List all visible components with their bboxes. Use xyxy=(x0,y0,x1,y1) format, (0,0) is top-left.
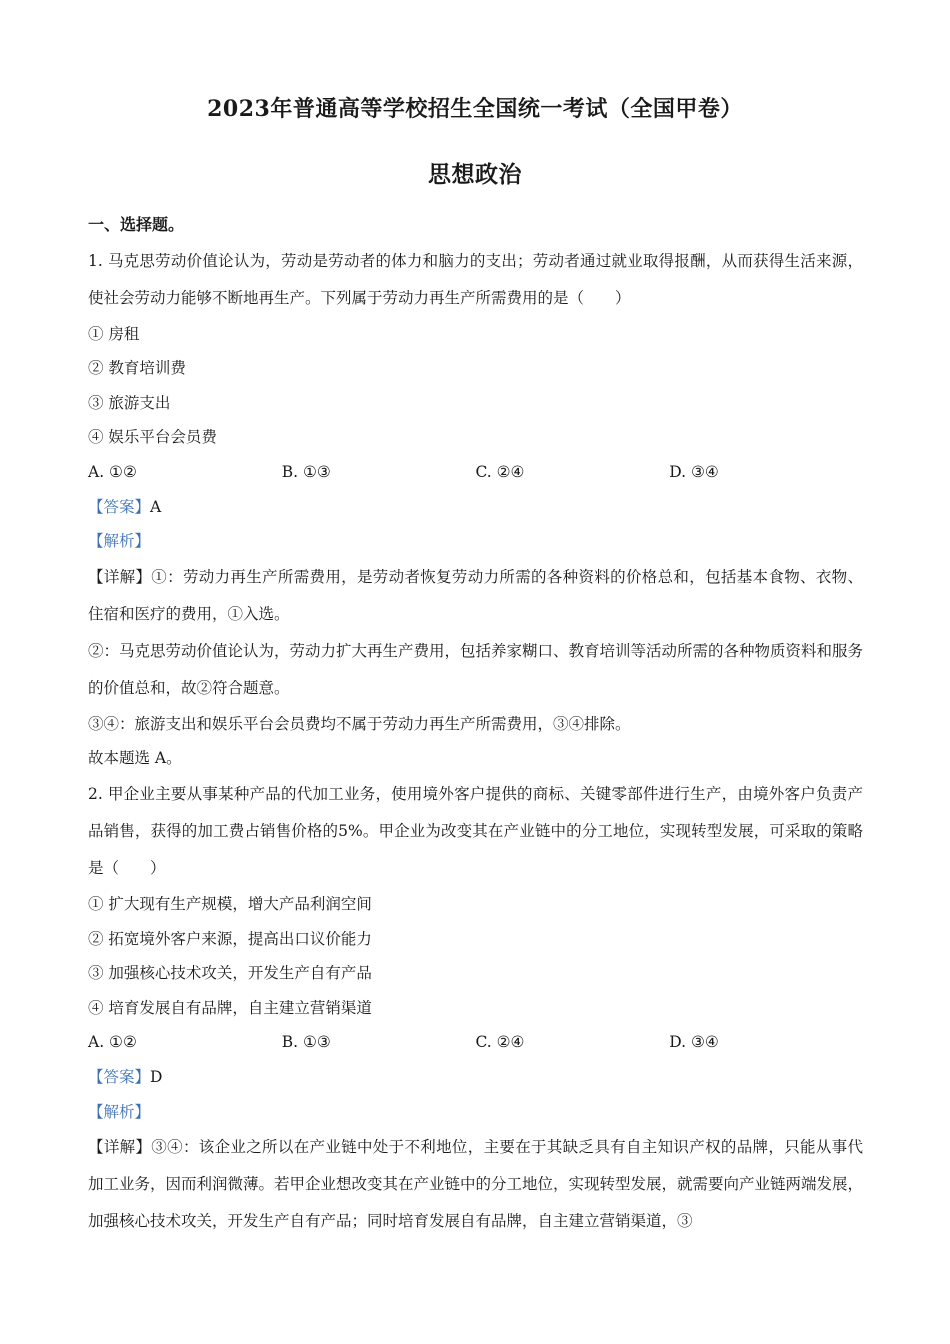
exam-title: 2023年普通高等学校招生全国统一考试（全国甲卷） xyxy=(207,96,743,122)
q1-answer xyxy=(88,490,863,525)
q2-options xyxy=(88,1025,863,1060)
q2-answer-value: D xyxy=(150,1067,163,1086)
q2-detail-tag: 【详解】 xyxy=(88,1138,152,1157)
q1-detail-2: ②：马克思劳动价值论认为，劳动力扩大再生产费用，包括养家糊口、教育培训等活动所需的各种物质资料和服务的价值总和，故②符合题意。 xyxy=(88,641,864,697)
q1-detail-text-1: ①：劳动力再生产所需费用，是劳动者恢复劳动力所需的各种资料的价格总和，包括基本食物、衣物、住宿和医疗的费用，①入选。 xyxy=(88,567,863,623)
q1-conclusion: 故本题选 A。 xyxy=(88,749,182,768)
document-body xyxy=(88,208,863,1240)
q1-option-c: C. ②④ xyxy=(475,462,525,481)
exam-subject: 思想政治 xyxy=(428,161,522,188)
q2-detail-text: ③④：该企业之所以在产业链中处于不利地位，主要在于其缺乏具有自主知识产权的品牌，只能从事代加工业务，因而利润微薄。若甲企业想改变其在产业链中的分工地位，实现转型发展，就需要向产业链两端发展，加强核心技术攻关，开发生产自有产品；同时培育发展自有品牌，自主建立营销渠道，③ xyxy=(88,1138,864,1231)
q2-stem: 2. 甲企业主要从事某种产品的代加工业务，使用境外客户提供的商标、关键零部件进行生产，由境外客户负责产品销售，获得的加工费占销售价格的5%。甲企业为改变其在产业链中的分工地位，实现转型发展，可采取的策略是（ ） xyxy=(88,784,863,877)
q1-answer-tag: 【答案】 xyxy=(88,497,151,516)
q2-option-d: D. ③④ xyxy=(669,1033,719,1052)
q1-detail-1 xyxy=(88,559,863,633)
q2-item-1: ① 扩大现有生产规模，增大产品利润空间 xyxy=(88,894,372,913)
q2-item-4: ④ 培育发展自有品牌，自主建立营销渠道 xyxy=(88,998,372,1017)
q2-detail xyxy=(88,1129,863,1240)
q1-option-a: A. ①② xyxy=(88,462,137,481)
q1-item-3: ③ 旅游支出 xyxy=(88,393,171,412)
q1-item-4: ④ 娱乐平台会员费 xyxy=(88,428,217,447)
q2-answer-tag: 【答案】 xyxy=(88,1067,151,1086)
q2-option-c: C. ②④ xyxy=(475,1033,525,1052)
q2-analysis-tag: 【解析】 xyxy=(88,1102,151,1121)
q1-analysis-tag: 【解析】 xyxy=(88,532,151,551)
q1-stem: 1. 马克思劳动价值论认为，劳动是劳动者的体力和脑力的支出；劳动者通过就业取得报酬，从而获得生活来源，使社会劳动力能够不断地再生产。下列属于劳动力再生产所需费用的是（ ） xyxy=(88,251,863,307)
q1-options xyxy=(88,455,863,490)
q2-answer xyxy=(88,1060,863,1095)
q2-item-3: ③ 加强核心技术攻关，开发生产自有产品 xyxy=(88,964,372,983)
q2-option-b: B. ①③ xyxy=(281,1033,331,1052)
q2-option-a: A. ①② xyxy=(88,1033,137,1052)
q2-item-2: ② 拓宽境外客户来源，提高出口议价能力 xyxy=(88,929,372,948)
q1-option-d: D. ③④ xyxy=(669,462,719,481)
q1-answer-value: A xyxy=(150,497,162,516)
q1-option-b: B. ①③ xyxy=(281,462,331,481)
q1-detail-tag: 【详解】 xyxy=(88,567,152,586)
q1-detail-3: ③④：旅游支出和娱乐平台会员费均不属于劳动力再生产所需费用，③④排除。 xyxy=(88,714,631,733)
q1-item-1: ① 房租 xyxy=(88,324,140,343)
section-heading: 一、选择题。 xyxy=(88,215,185,234)
q1-item-2: ② 教育培训费 xyxy=(88,359,186,378)
